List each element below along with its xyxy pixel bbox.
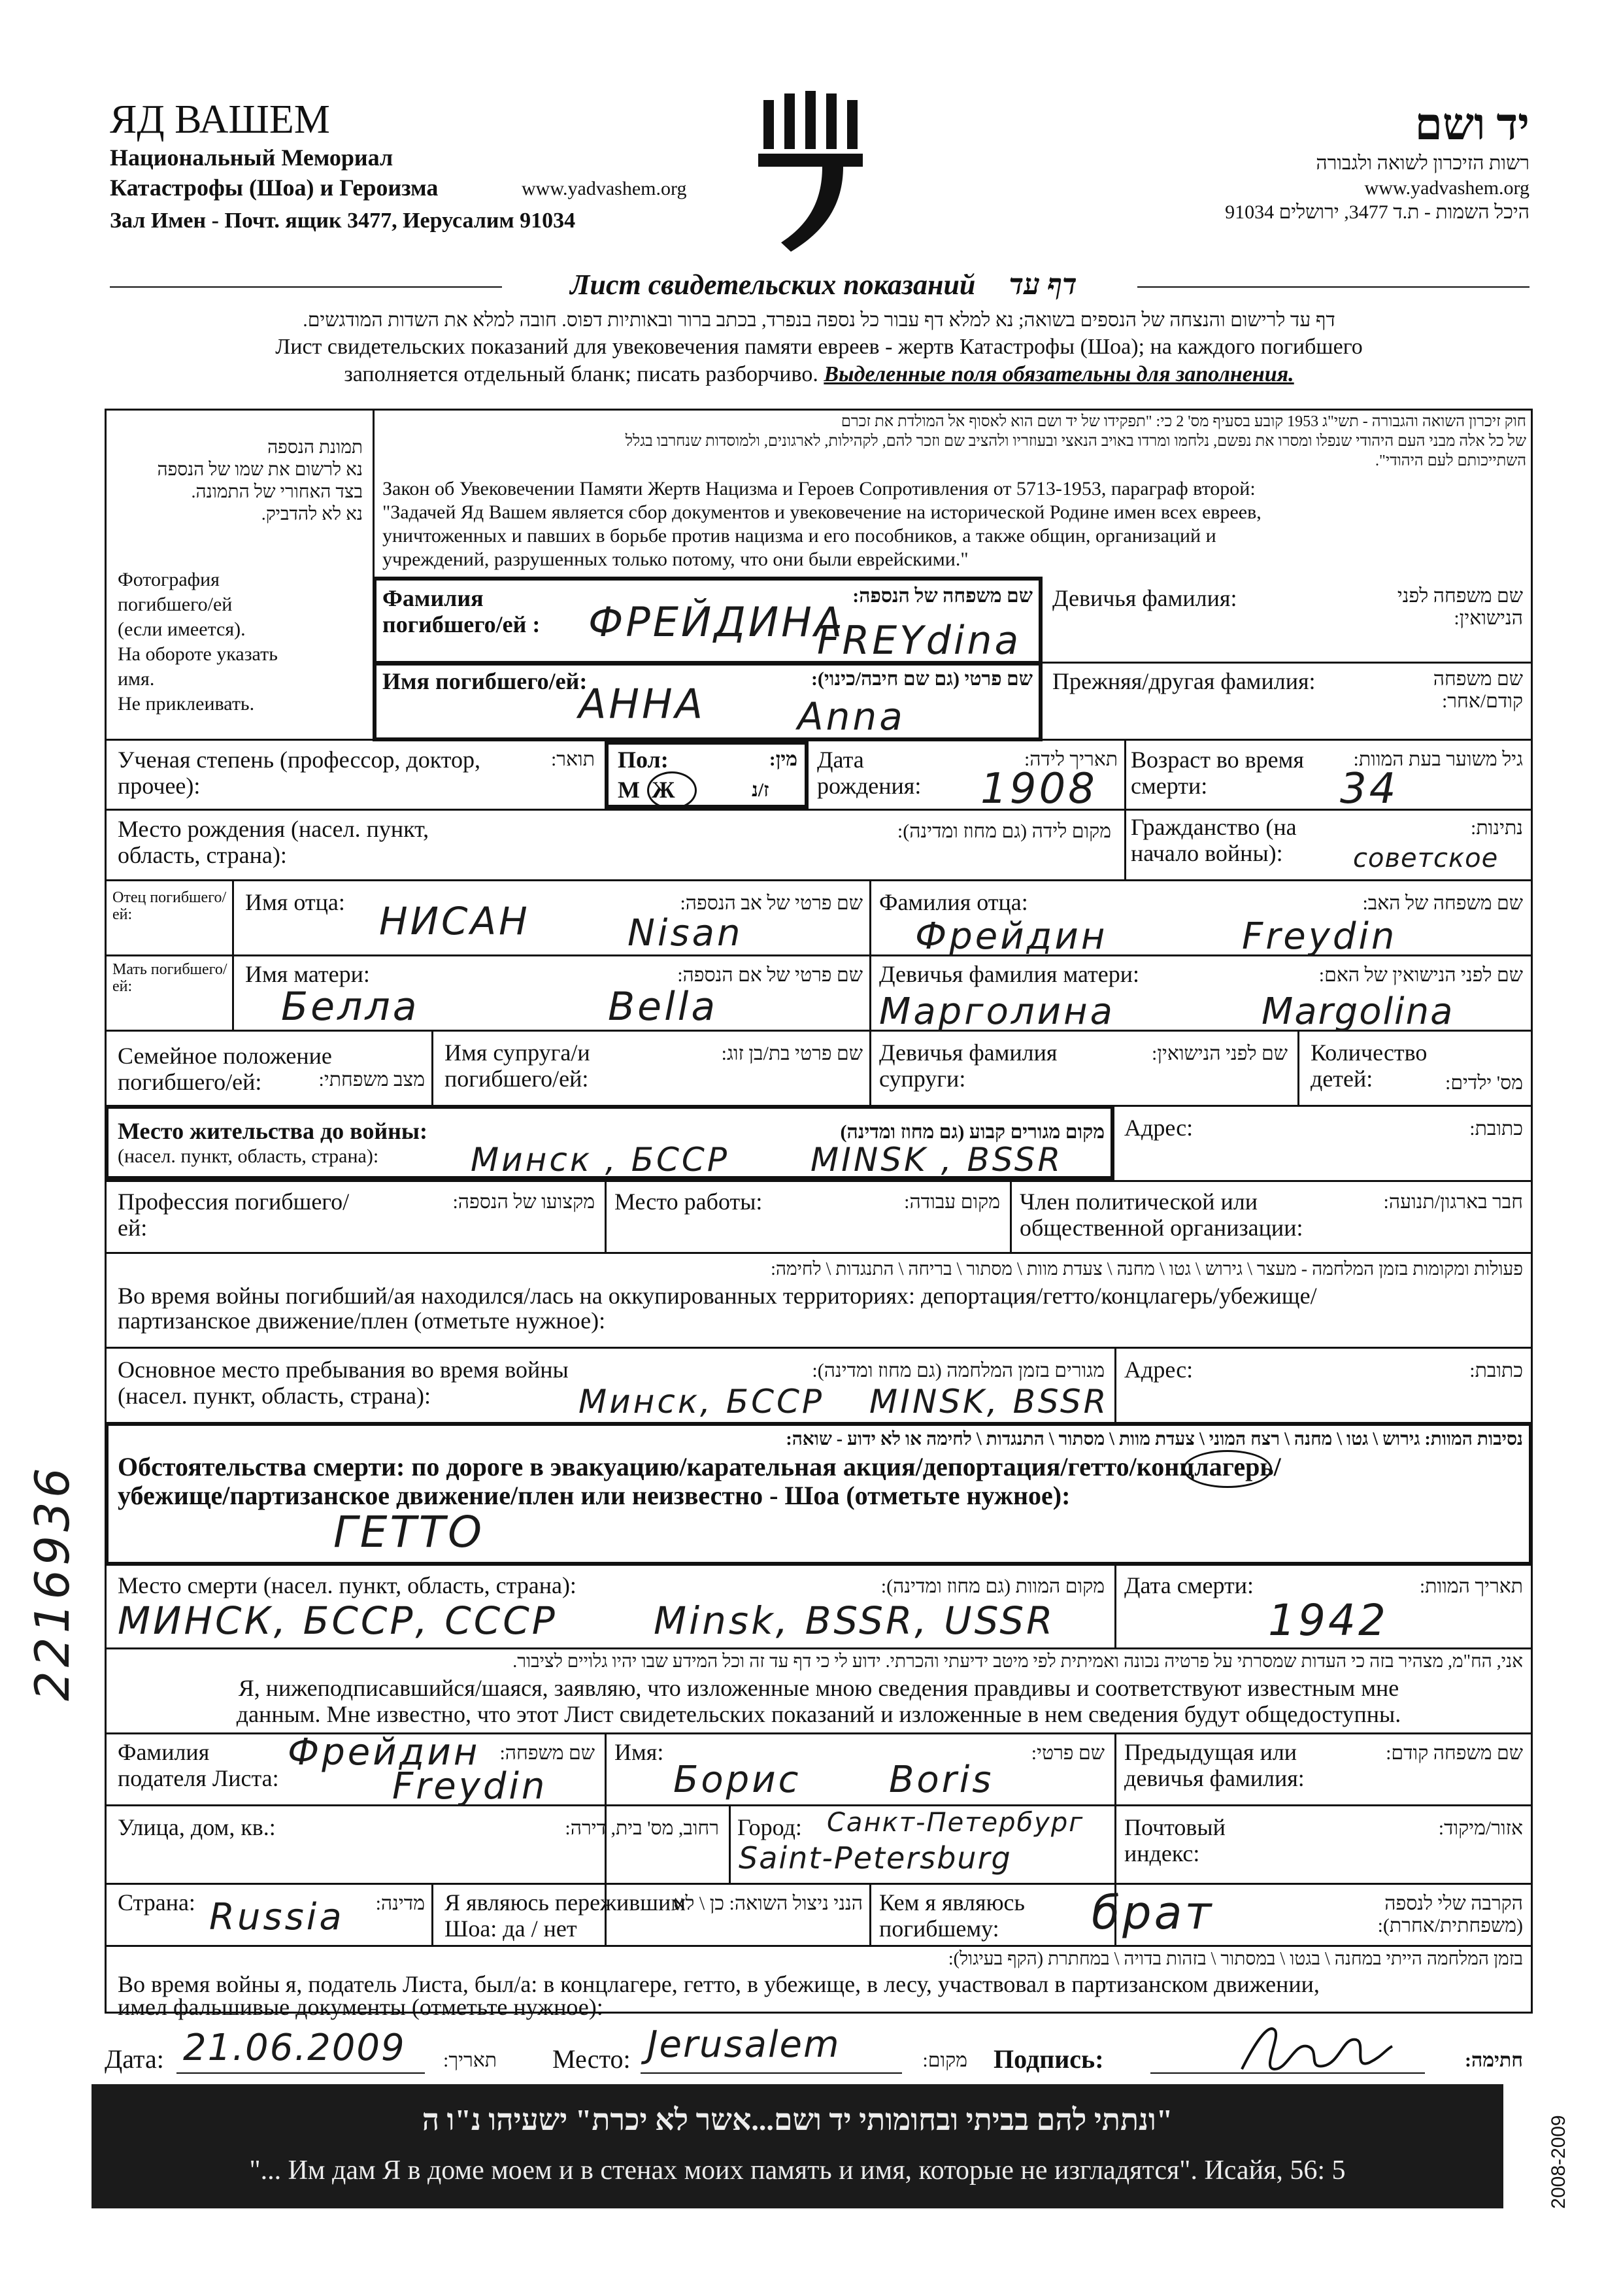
place-underline [641, 2072, 902, 2074]
relation-value[interactable]: брат [1092, 1886, 1214, 1940]
father-side-label: Отец погибшего/ей: [112, 889, 227, 923]
mother-name-label-he: שם פרטי של אם הנספה: [677, 964, 863, 986]
intro-he: דף עד לרישום והנצחה של הנספים בשואה; נא למלא דף עבור כל נספה בנפרד, בכתב ברור ובאותיות דפוס. חובה למלא את השדות המודגשים. [303, 309, 1335, 331]
deathplace-en[interactable]: Minsk, BSSR, USSR [654, 1598, 1056, 1643]
date-value[interactable]: 21.06.2009 [183, 2027, 406, 2069]
photo-instructions-he [114, 437, 363, 526]
law-he-3: השתייכותם לעם היהודי". [1375, 452, 1526, 469]
org-line2-ru: Катастрофы (Шоа) и Героизма [110, 175, 439, 201]
date-label-he: תאריך: [443, 2050, 497, 2071]
org-label-he: חבר בארגון/תנועה: [1383, 1191, 1523, 1213]
father-name-ru[interactable]: НИСАН [379, 899, 530, 943]
website-left: www.yadvashem.org [522, 178, 687, 199]
rule-victim-right-mid [1043, 662, 1533, 664]
photo-ru-5: имя. [118, 668, 155, 690]
header-right [967, 98, 1529, 225]
rule-after-country [105, 1945, 1533, 1947]
father-name-en[interactable]: Nisan [627, 912, 743, 954]
div-father-mid [869, 879, 871, 1030]
degree-label: Ученая степень (профессор, доктор, прочее): [118, 747, 480, 799]
footer-banner [92, 2084, 1503, 2208]
div-family-1 [431, 1030, 433, 1105]
dob-value[interactable]: 1908 [980, 765, 1097, 813]
intro-ru-1: Лист свидетельских показаний для увековечения памяти евреев - жертв Катастрофы (Шоа); на каждого погибшего [275, 335, 1363, 359]
div-warplace [1114, 1347, 1116, 1422]
mother-name-label: Имя матери: [245, 961, 370, 987]
father-surname-label-he: שם משפחה של האב: [1362, 892, 1523, 914]
div-occ-2 [1010, 1180, 1012, 1252]
sex-options[interactable]: М Ж [618, 777, 675, 803]
law-block [382, 412, 1526, 571]
other-surname-label-he: שם משפחה קודם/אחר: [1433, 668, 1523, 712]
zip-label: Почтовый индекс: [1124, 1814, 1226, 1866]
mother-surname-label-he: שם לפני הנישואין של האם: [1318, 964, 1523, 986]
death-ru-1: Обстоятельства смерти: по дороге в эвакуацию/карательная акция/депортация/гетто/концлагерь/ [118, 1452, 1281, 1481]
law-he-2: של כל אלה מבני העם היהודי שנפלו ומסרו את נפשם, נלחמו ומרדו באויב הנאצי ובעוזריו ולהציב שם וזכר להם, לקהילות, לארגונים, ולמוסדות שנחרבו בגלל [625, 433, 1526, 450]
div-family-2 [869, 1030, 871, 1105]
date-label: Дата: [105, 2044, 164, 2074]
warplace-en[interactable]: MINSK, BSSR [869, 1383, 1109, 1421]
maiden-label: Девичья фамилия: [1052, 585, 1237, 611]
deathplace-ru[interactable]: МИНСК, БССР, СССР [118, 1598, 558, 1643]
victim-surname-ru[interactable]: ФРЕЙДИНА [588, 598, 845, 646]
father-surname-en[interactable]: Freydin [1242, 915, 1397, 958]
street-label: Улица, дом, кв.: [118, 1814, 276, 1840]
form-title [497, 268, 1150, 301]
victim-name-en[interactable]: Anna [797, 694, 905, 739]
country-label: Страна: [118, 1889, 195, 1916]
mother-side-label: Мать погибшего/ей: [112, 961, 227, 995]
submitter-war-ru-1: Во время войны я, податель Листа, был/а: в концлагере, гетто, в убежище, в лесу, участвовал в партизанском движении, [118, 1971, 1320, 1997]
rule-after-wartime [105, 1347, 1533, 1349]
residence-value-en[interactable]: MINSK , BSSR [811, 1141, 1063, 1179]
residence-address-label: Адрес: [1124, 1115, 1194, 1141]
mother-surname-en[interactable]: Margolina [1262, 990, 1454, 1033]
victim-name-label: Имя погибшего/ей: [382, 668, 588, 694]
occupation-label: Профессия погибшего/ей: [118, 1189, 350, 1241]
relation-label-he: הקרבה שלי לנספה (משפחתית/אחרת): [1377, 1893, 1523, 1936]
yad-vashem-logo [745, 88, 876, 258]
residence-label: Место жительства до войны: [118, 1118, 427, 1144]
spouse-label: Имя супруга/и погибшего/ей: [444, 1039, 590, 1092]
photo-instructions-ru [118, 567, 366, 717]
work-label: Место работы: [614, 1189, 763, 1215]
title-rule-right [1137, 286, 1529, 288]
warplace-ru[interactable]: Минск, БССР [578, 1383, 825, 1421]
death-ru-2: убежище/партизанское движение/плен или неизвестно - Шоа (отметьте нужное): [118, 1481, 1071, 1510]
date-underline [176, 2072, 425, 2074]
zip-label-he: אזור/מיקוד: [1438, 1817, 1523, 1839]
dob-label: Дата рождения: [817, 747, 922, 799]
intro-ru-2: заполняется отдельный бланк; писать разборчиво. [344, 362, 818, 386]
birthplace-label-he: מקום לידה (גם מחוז ומדינה): [897, 820, 1111, 842]
submitter-war-he: בזמן המלחמה הייתי במחנה \ בגטו \ במסתור \ בזהות בדויה \ במחתרת (הקף בעיגול): [948, 1949, 1523, 1969]
div-dob-age [1124, 739, 1126, 879]
warplace-address-label: Адрес: [1124, 1357, 1194, 1383]
rule-after-names [105, 739, 1533, 741]
age-value[interactable]: 34 [1340, 765, 1399, 813]
residence-label-he: מקום מגורים קבוע (גם מחוז ומדינה) [840, 1121, 1105, 1143]
form-title-ru: Лист свидетельских показаний [570, 269, 976, 301]
age-label-he: גיל משוער בעת המוות: [1353, 749, 1523, 770]
country-label-he: מדינה: [375, 1893, 425, 1914]
law-ru-1: Закон об Увековечении Памяти Жертв Нацизма и Героев Сопротивления от 5713-1953, параграф второй: [382, 478, 1256, 499]
victim-name-label-he: שם פרטי (גם שם חיבה/כינוי): [811, 668, 1033, 690]
warplace-address-label-he: כתובת: [1469, 1360, 1523, 1381]
place-value[interactable]: Jerusalem [647, 2023, 841, 2066]
mother-surname-label: Девичья фамилия матери: [879, 961, 1140, 987]
submitter-name-en[interactable]: Boris [889, 1759, 994, 1801]
deathdate-label: Дата смерти: [1124, 1572, 1254, 1598]
div-surv-rel [869, 1883, 871, 1945]
rule-after-degree [105, 809, 1533, 811]
rule-after-address [105, 1883, 1533, 1885]
rule-after-birthplace [105, 879, 1533, 881]
submitter-surname-en[interactable]: Freydin [392, 1765, 548, 1808]
org-line1-ru: Национальный Мемориал [110, 144, 393, 171]
victim-surname-label: Фамилия погибшего/ей : [382, 585, 541, 637]
city-en[interactable]: Saint-Petersburg [739, 1840, 1012, 1876]
photo-ru-1: Фотография [118, 569, 220, 590]
sign-label: Подпись: [994, 2044, 1104, 2074]
dob-label-he: תאריך לידה: [1024, 749, 1118, 770]
warplace-label: Основное место пребывания во время войны (насел. пункт, область, страна): [118, 1357, 569, 1409]
father-name-label: Имя отца: [245, 889, 345, 915]
marital-label: Семейное положение погибшего/ей: [118, 1043, 332, 1095]
rule-after-deathplace [105, 1647, 1533, 1649]
father-name-label-he: שם פרטי של אב הנספה: [680, 892, 863, 914]
sex-selected-circle [647, 771, 697, 809]
org-line1-he: רשות הזיכרון לשואה ולגבורה [1316, 152, 1529, 174]
law-ru-2: "Задачей Яд Вашем является сбор документов и увековечение на исторической Родине имен всех евреев, [382, 501, 1262, 523]
citizenship-label: Гражданство (на начало войны): [1131, 814, 1297, 866]
survivor-label: Я являюсь пережившим Шоа: да / нет [444, 1889, 686, 1942]
birthplace-label: Место рождения (насел. пункт, область, страна): [118, 816, 429, 868]
sex-label: Пол: [618, 747, 669, 773]
photo-he-1: תמונת הנספה [267, 437, 363, 458]
form-title-he: דף עד [1009, 269, 1077, 301]
div-deathplace [1114, 1566, 1116, 1647]
website-right: www.yadvashem.org [1364, 177, 1529, 199]
org-title-he: יד ושם [1414, 99, 1529, 149]
survivor-label-he: הנני ניצול השואה: כן \ לא [673, 1893, 863, 1914]
org-title-ru: ЯД ВАШЕМ [110, 97, 330, 142]
submitter-surname-label-he: שם משפחה: [499, 1742, 595, 1764]
city-ru[interactable]: Санкт-Петербург [827, 1808, 1084, 1838]
photo-ru-3: (если имеется). [118, 618, 246, 640]
declaration-ru-2: данным. Мне известно, что этот Лист свидетельских показаний и изложенные в нем сведения будут общедоступны. [236, 1701, 1401, 1727]
law-he-1: חוק זיכרון השואה והגבורה - תשי"ג 1953 קובע בסעיף מס' 2 כי: "תפקידו של יד ושם הוא לאסוף אל המולדת את זכרם [841, 413, 1526, 430]
submitter-surname-ru[interactable]: Фрейдин [288, 1731, 480, 1774]
submitter-prev-label-he: שם משפחה קודם: [1386, 1742, 1523, 1764]
margin-handwritten-number: 2216936 [25, 1464, 80, 1701]
age-label: Возраст во время смерти: [1131, 747, 1304, 799]
deathdate-label-he: תאריך המוות: [1419, 1576, 1523, 1597]
submitter-name-ru[interactable]: Борис [673, 1759, 801, 1801]
mother-surname-ru[interactable]: Марголина [879, 990, 1115, 1033]
wartime-ru-1: Во время войны погибший/ая находился/лась на оккупированных территориях: депортация/гетто/концлагерь/убежище/ [118, 1283, 1317, 1309]
wartime-ru-2: партизанское движение/плен (отметьте нужное): [118, 1308, 606, 1334]
ghetto-selected-circle [1183, 1450, 1272, 1488]
residence-label-2: (насел. пункт, область, страна): [118, 1145, 379, 1167]
sex-label-he: מין: [769, 749, 797, 770]
deathplace-label-he: מקום המוות (גם מחוז ומדינה): [880, 1576, 1105, 1597]
spouse-maiden-label: Девичья фамилия супруги: [879, 1039, 1058, 1092]
rule-after-occupation [105, 1252, 1533, 1254]
other-surname-label: Прежняя/другая фамилия: [1052, 668, 1316, 694]
mother-name-en[interactable]: Bella [608, 984, 718, 1030]
sex-options-he: ז/נ [752, 779, 769, 801]
country-value[interactable]: Russia [209, 1896, 344, 1938]
rule-after-residence [105, 1180, 1533, 1182]
div-occ-1 [605, 1180, 607, 1252]
div-address-city [729, 1804, 731, 1883]
submitter-war-ru-2: имел фальшивые документы (отметьте нужное): [118, 1994, 603, 2020]
photo-he-3: בצד האחורי של התמונה. [191, 482, 363, 502]
footer-ru: "... Им дам Я в доме моем и в стенах моих память и имя, которые не изгладятся". Исайя, 56: 5 [249, 2155, 1346, 2186]
declaration-he: אני, הח"מ, מצהיר בזה כי העדות שמסרתי על פרטיה נכונה ואמיתית לפי מיטב ידיעתי והכרתי. ידוע לי כי דף עד זה וכל המידע שבו יהיו גלויים לציבור. [512, 1651, 1523, 1672]
death-circumstance-value[interactable]: ГЕТТО [333, 1507, 485, 1557]
victim-surname-label-he: שם משפחה של הנספה: [852, 585, 1033, 607]
residence-address-label-he: כתובת: [1469, 1118, 1523, 1140]
title-rule-left [110, 286, 502, 288]
spouse-maiden-label-he: שם לפני הנישואין: [1152, 1043, 1288, 1064]
victim-name-ru[interactable]: АННА [578, 680, 706, 728]
city-label: Город: [737, 1814, 802, 1840]
signature-scribble [1229, 2017, 1399, 2076]
father-surname-label: Фамилия отца: [879, 889, 1028, 915]
org-address-he: היכל השמות - ת.ד 3477, ירושלים 91034 [1225, 201, 1529, 223]
degree-label-he: תואר: [550, 749, 595, 770]
org-label: Член политической или общественной организации: [1020, 1189, 1303, 1241]
div-country-surv [431, 1883, 433, 1945]
death-he: נסיבות המוות: גירוש \ גטו \ מחנה \ רצח המוני \ צעדת מוות \ מסתור \ התנגדות \ לחימה או לא ידוע - שואה: [786, 1429, 1523, 1449]
children-label-he: מס' ילדים: [1445, 1072, 1523, 1094]
warplace-label-he: מגורים בזמן המלחמה (גם מחוז ומדינה): [812, 1360, 1105, 1381]
declaration-ru-1: Я, нижеподписавшийся/шаяся, заявляю, что изложенные мною сведения правдивы и соответствуют известным мне [238, 1675, 1399, 1701]
work-label-he: מקום עבודה: [904, 1191, 1000, 1213]
wartime-he: פעולות ומקומות בזמן המלחמה - מעצר \ גירוש \ גטו \ מחנה \ צעדת מוות \ מסתור \ בריחה \ התנגדות \ לחימה: [771, 1259, 1523, 1279]
place-label: Место: [552, 2044, 631, 2074]
deathplace-label: Место смерти (насел. пункт, область, страна): [118, 1572, 577, 1598]
law-ru-3: уничтоженных и павших в борьбе против нацизма и его пособников, а также общин, организаций и [382, 525, 1216, 547]
deathdate-value[interactable]: 1942 [1268, 1595, 1388, 1646]
org-address-ru: Зал Имен - Почт. ящик 3477, Иерусалим 91034 [110, 209, 576, 233]
citizenship-label-he: נתינות: [1471, 817, 1523, 839]
photo-he-4: נא לא להדביק. [261, 504, 363, 524]
sign-label-he: חתימה: [1465, 2050, 1523, 2071]
photo-ru-4: На обороте указать [118, 643, 278, 665]
submitter-name-label-he: שם פרטי: [1031, 1742, 1105, 1764]
residence-value-ru[interactable]: Минск , БССР [471, 1141, 729, 1179]
intro-block [110, 307, 1528, 388]
submitter-name-label: Имя: [614, 1739, 664, 1765]
street-label-he: רחוב, מס' בית, דירה: [565, 1817, 719, 1839]
div-father-side [232, 879, 234, 1030]
intro-ru-bold: Выделенные поля обязательны для заполнения. [824, 362, 1294, 386]
mother-name-ru[interactable]: Белла [281, 984, 420, 1030]
father-surname-ru[interactable]: Фрейдин [915, 915, 1108, 958]
form-code: 2008-2009 [1548, 2115, 1569, 2209]
header-left [110, 98, 763, 235]
occupation-label-he: מקצועו של הנספה: [452, 1191, 595, 1213]
spouse-label-he: שם פרטי בת/בן זוג: [721, 1043, 863, 1064]
victim-surname-en[interactable]: FREYdina [817, 618, 1022, 664]
submitter-prev-label: Предыдущая или девичья фамилия: [1124, 1739, 1305, 1791]
citizenship-value[interactable]: советское [1353, 843, 1499, 873]
photo-ru-2: погибшего/ей [118, 594, 233, 615]
maiden-label-he: שם משפחה לפני הנישואין: [1397, 585, 1523, 629]
div-family-3 [1297, 1030, 1299, 1105]
photo-ru-6: Не приклеивать. [118, 693, 255, 715]
rule-after-submitter-name [105, 1804, 1533, 1806]
children-label: Количество детей: [1311, 1039, 1428, 1092]
law-ru-4: учреждений, разрушенных только потому, что они были еврейскими." [382, 549, 969, 570]
photo-he-2: נא לרשום את שמו של הנספה [157, 460, 363, 480]
place-label-he: מקום: [922, 2050, 967, 2071]
footer-he: "ונתתי להם בביתי ובחומותי יד ושם...אשר לא יכרת" ישעיהו נ"ו ה [422, 2103, 1173, 2136]
submitter-surname-label: Фамилия подателя Листа: [118, 1739, 279, 1791]
relation-label: Кем я являюсь погибшему: [879, 1889, 1025, 1942]
marital-label-he: מצב משפחתי: [318, 1069, 425, 1090]
